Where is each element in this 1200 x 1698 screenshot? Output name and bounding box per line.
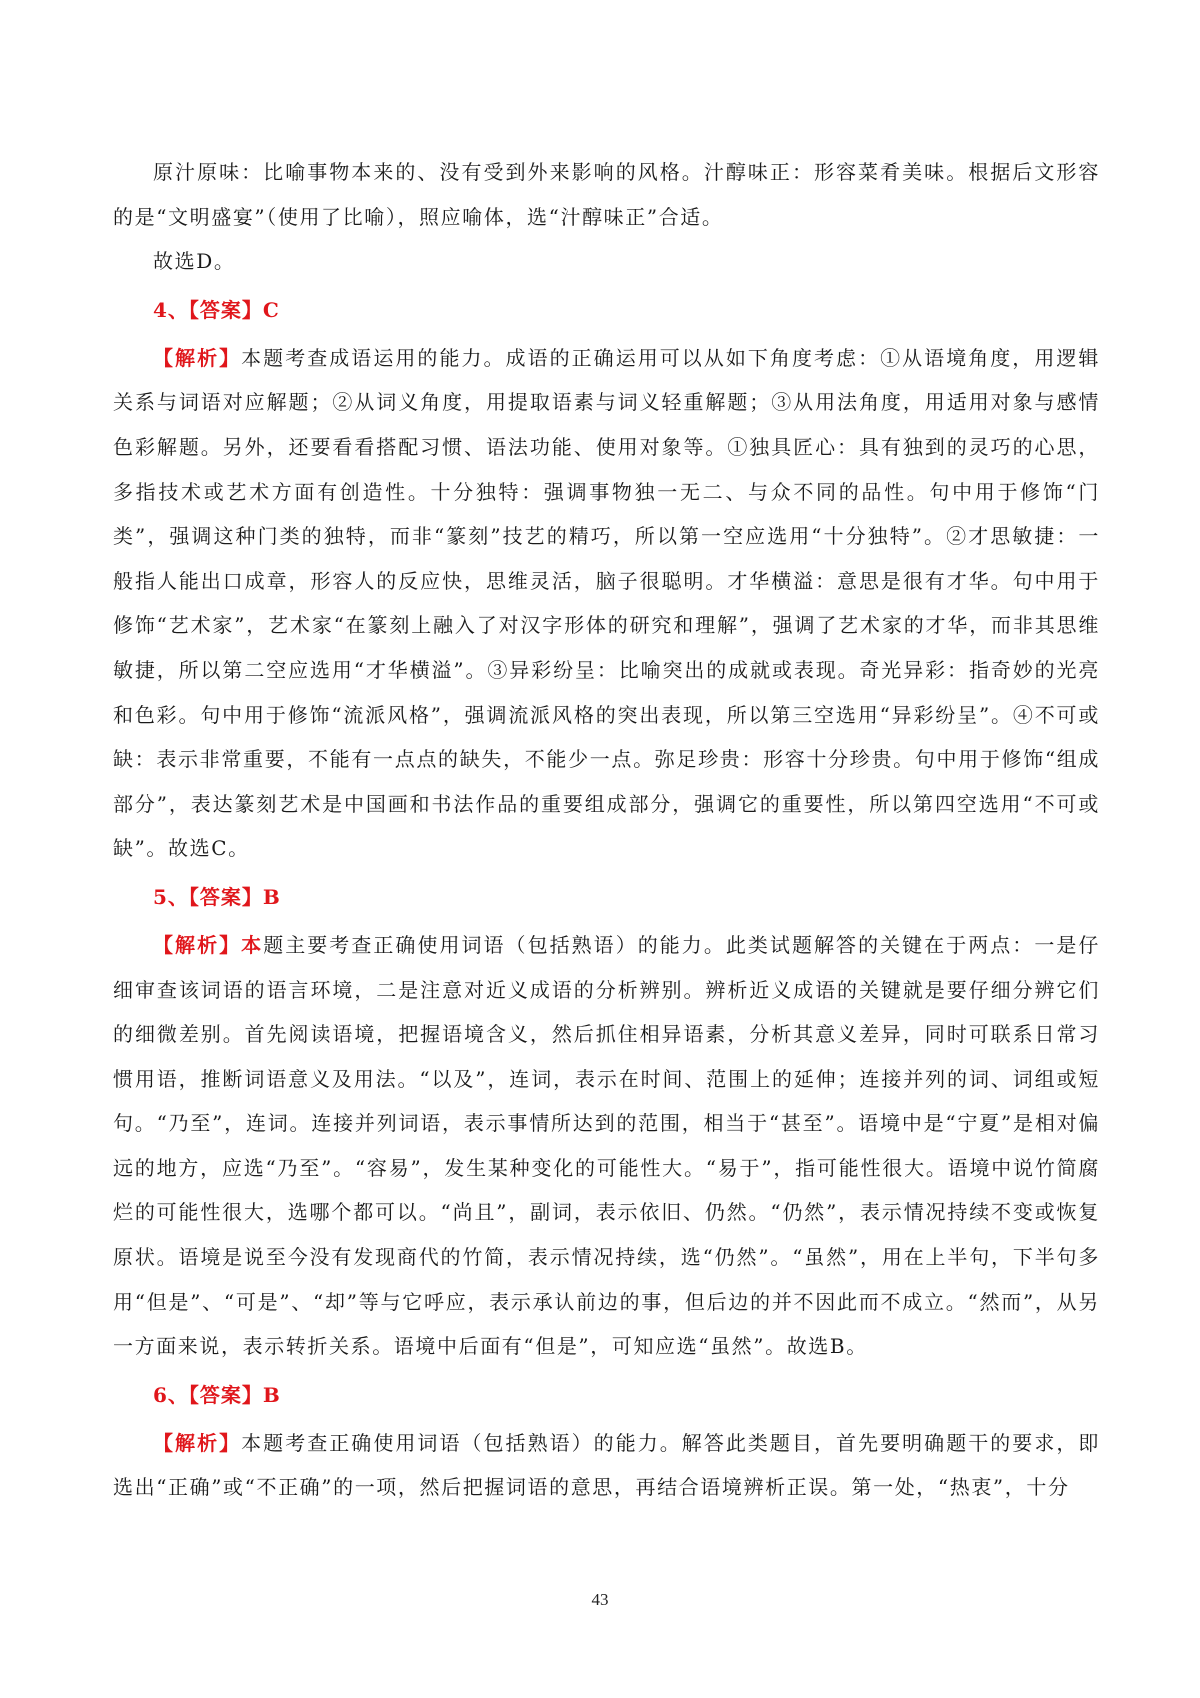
analysis-paragraph-6	[113, 1421, 1100, 1510]
analysis-label: 【解析】	[153, 932, 242, 957]
answer-label: 【答案】	[188, 297, 263, 322]
answer-heading-5	[153, 871, 1100, 923]
page-content	[113, 150, 1100, 1510]
answer-value: B	[262, 884, 281, 909]
answer-value: C	[262, 297, 280, 322]
answer-heading-4	[153, 284, 1100, 336]
analysis-paragraph-5	[113, 923, 1100, 1369]
page-number: 43	[591, 1590, 609, 1609]
analysis-paragraph-4	[113, 336, 1100, 871]
question-number: 4、	[153, 297, 189, 322]
analysis-text: 本题考查成语运用的能力。成语的正确运用可以从如下角度考虑：①从语境角度，用逻辑关系与词语对应解题；②从词义角度，用提取语素与词义轻重解题；③从用法角度，用适用对象与感情色彩解题。另外，还要看看搭配习惯、语法功能、使用对象等。①独具匠心：具有独到的灵巧的心思，多指技术或艺术方面有创造性。十分独特：强调事物独一无二、与众不同的品性。句中用于修饰“门类”，强调这种门类的独特，而非“篆刻”技艺的精巧，所以第一空应选用“十分独特”。②才思敏捷：一般指人能出口成章，形容人的反应快，思维灵活，脑子很聪明。才华横溢：意思是很有才华。句中用于修饰“艺术家”，艺术家“在篆刻上融入了对汉字形体的研究和理解”，强调了艺术家的才华，而非其思维敏捷，所以第二空应选用“才华横溢”。③异彩纷呈：比喻突出的成就或表现。奇光异彩：指奇妙的光亮和色彩。句中用于修饰“流派风格”，强调流派风格的突出表现，所以第三空选用“异彩纷呈”。④不可或缺：表示非常重要，不能有一点点的缺失，不能少一点。弥足珍贵：形容十分珍贵。句中用于修饰“组成部分”，表达篆刻艺术是中国画和书法作品的重要组成部分，强调它的重要性，所以第四空选用“不可或缺”。故选C。	[113, 345, 1100, 861]
analysis-label: 【解析】	[153, 345, 242, 370]
explanation-paragraph: 原汁原味：比喻事物本来的、没有受到外来影响的风格。汁醇味正：形容菜肴美味。根据后文形容的是“文明盛宴”（使用了比喻），照应喻体，选“汁醇味正”合适。	[113, 160, 1100, 229]
analysis-label: 【解析】	[153, 1430, 242, 1455]
answer-value: B	[262, 1382, 281, 1407]
question-number: 6、	[153, 1382, 189, 1407]
conclusion-paragraph: 故选D。	[153, 249, 236, 274]
analysis-label-continuation: 本	[241, 932, 264, 957]
analysis-text: 本题考查正确使用词语（包括熟语）的能力。解答此类题目，首先要明确题干的要求，即选出“正确”或“不正确”的一项，然后把握词语的意思，再结合语境辨析正误。第一处，“热衷”，十分	[113, 1430, 1100, 1500]
answer-label: 【答案】	[188, 1382, 263, 1407]
question-number: 5、	[153, 884, 189, 909]
analysis-text: 题主要考查正确使用词语（包括熟语）的能力。此类试题解答的关键在于两点：一是仔细审查该词语的语言环境，二是注意对近义成语的分析辨别。辨析近义成语的关键就是要仔细分辨它们的细微差别。首先阅读语境，把握语境含义，然后抓住相异语素，分析其意义差异，同时可联系日常习惯用语，推断词语意义及用法。“以及”，连词，表示在时间、范围上的延伸；连接并列的词、词组或短句。“乃至”，连词。连接并列词语，表示事情所达到的范围，相当于“甚至”。语境中是“宁夏”是相对偏远的地方，应选“乃至”。“容易”，发生某种变化的可能性大。“易于”，指可能性很大。语境中说竹简腐烂的可能性很大，选哪个都可以。“尚且”，副词，表示依旧、仍然。“仍然”，表示情况持续不变或恢复原状。语境是说至今没有发现商代的竹简，表示情况持续，选“仍然”。“虽然”，用在上半句，下半句多用“但是”、“可是”、“却”等与它呼应，表示承认前边的事，但后边的并不因此而不成立。“然而”，从另一方面来说，表示转折关系。语境中后面有“但是”，可知应选“虽然”。故选B。	[113, 932, 1100, 1359]
answer-heading-6	[153, 1369, 1100, 1421]
answer-label: 【答案】	[188, 884, 263, 909]
